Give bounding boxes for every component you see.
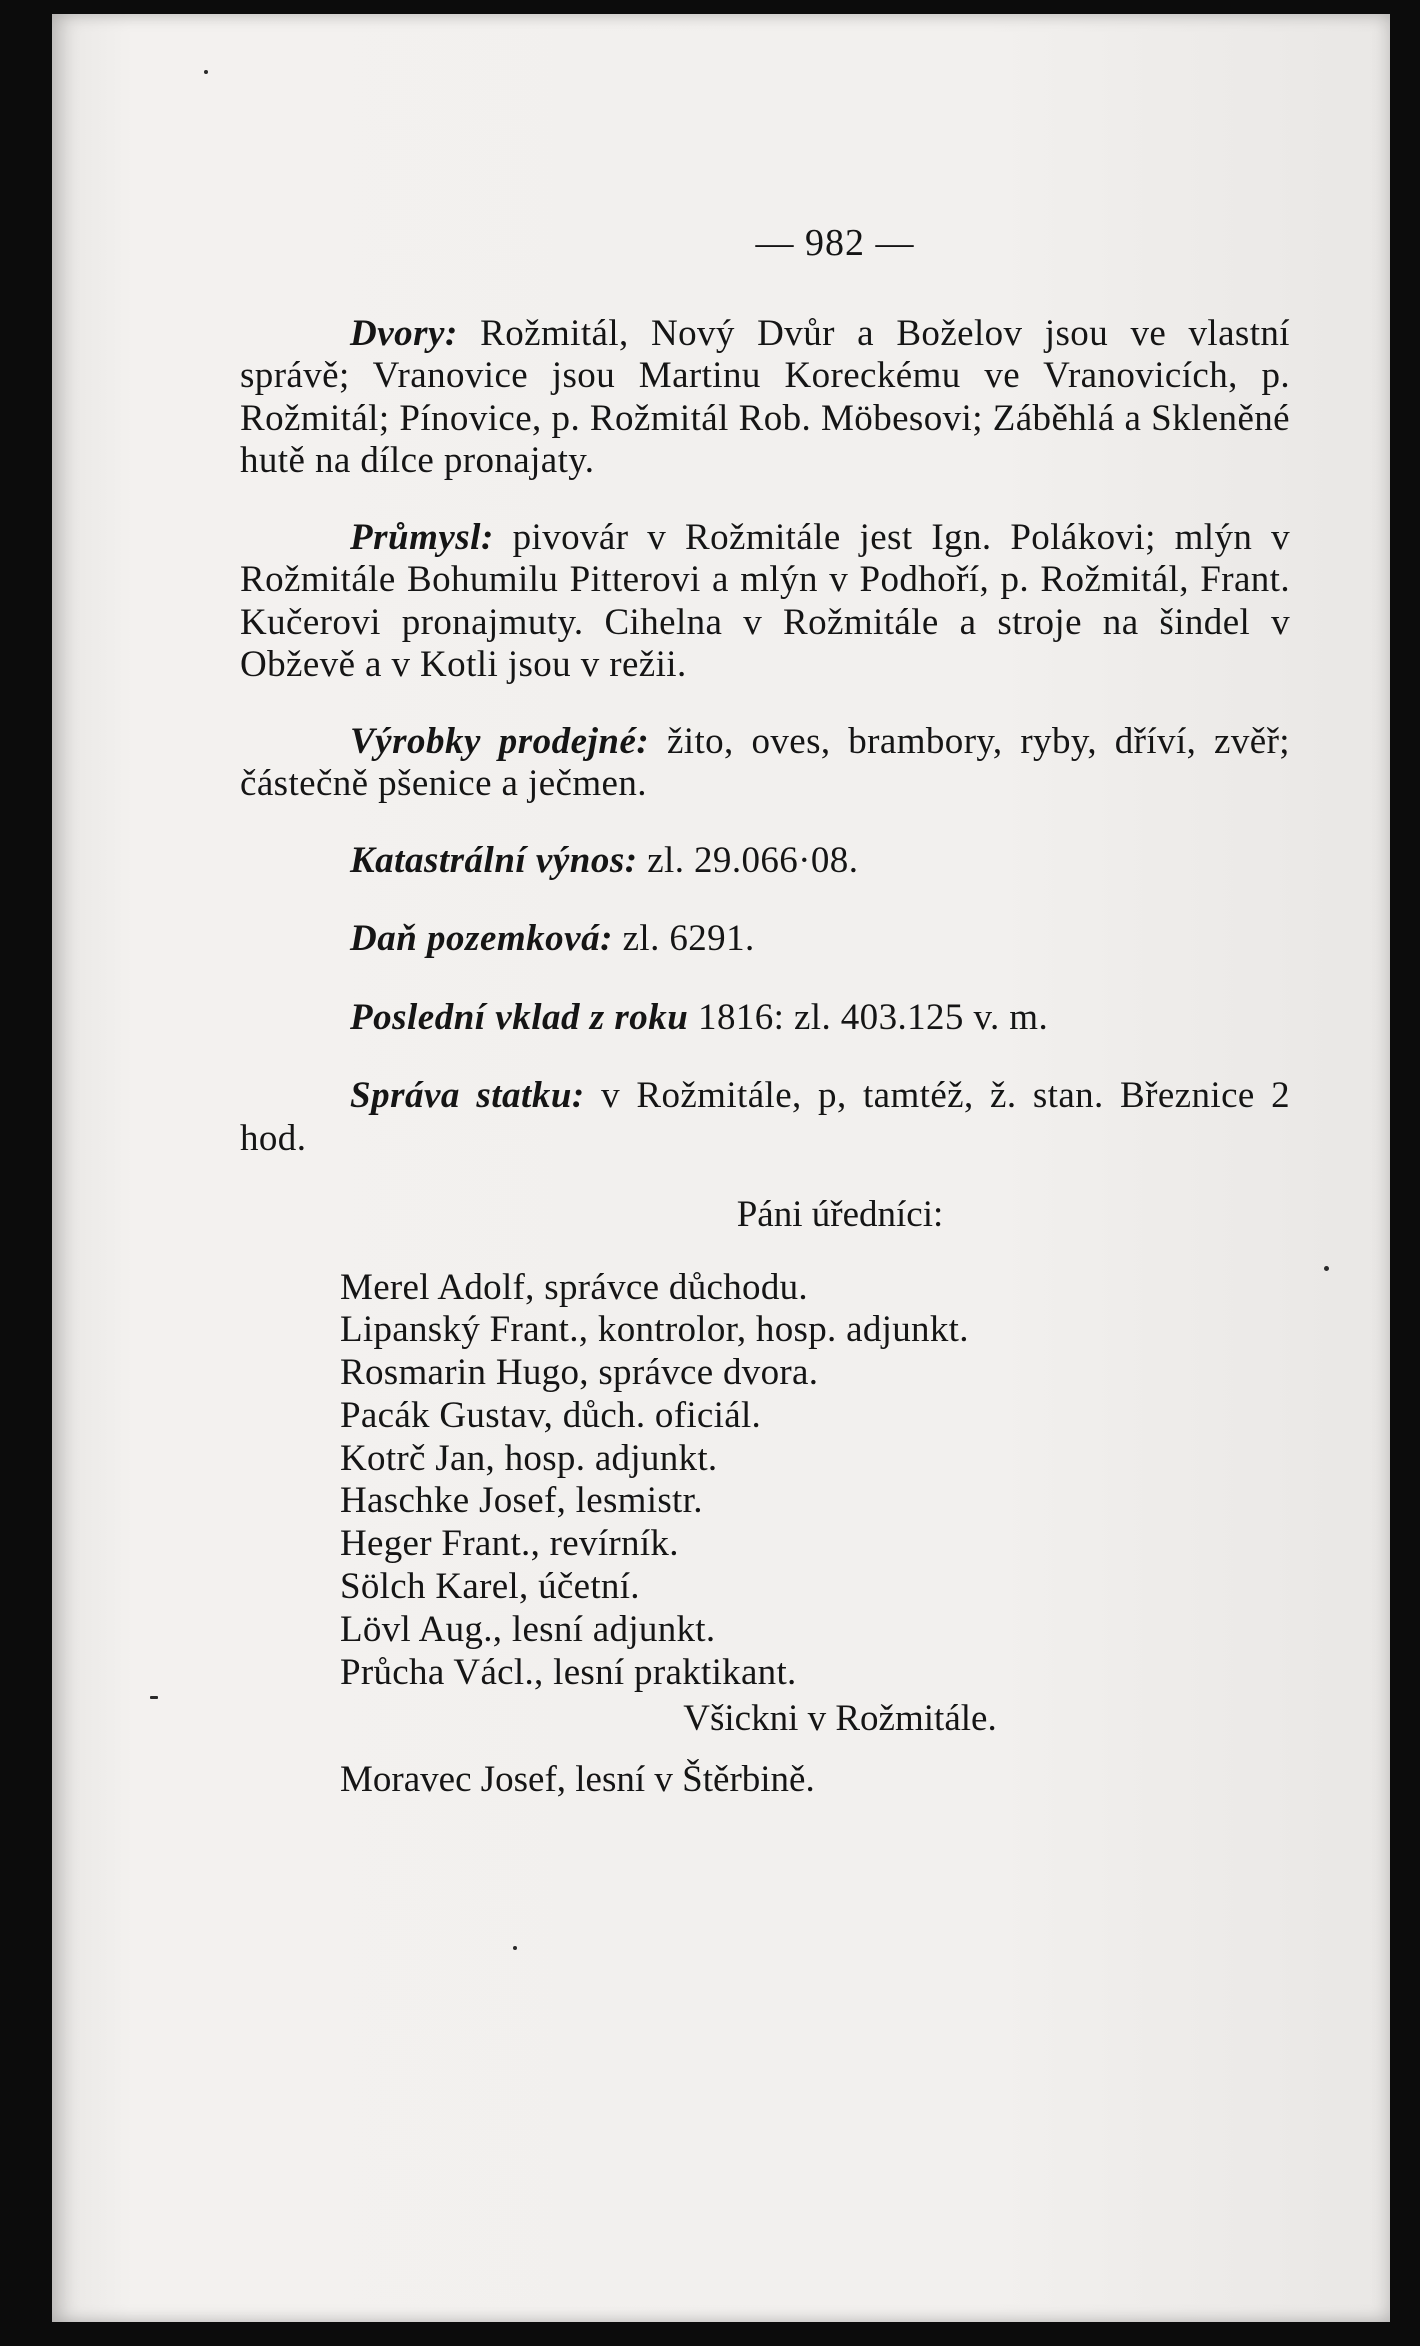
- official-entry: Průcha Václ., lesní praktikant.: [340, 1651, 797, 1693]
- paragraph-vyrobky: [240, 721, 1290, 806]
- final-entry: Moravec Josef, lesní v Štěrbině.: [340, 1758, 815, 1800]
- official-entry: Lipanský Frant., kontrolor, hosp. adjunkt.: [340, 1309, 969, 1351]
- location-note: Všickni v Rožmitále.: [683, 1698, 997, 1740]
- officials-heading: Páni úředníci:: [736, 1194, 944, 1235]
- official-entry: Pacák Gustav, důch. oficiál.: [340, 1394, 762, 1436]
- official-entry: Sölch Karel, účetní.: [340, 1566, 640, 1608]
- official-entry: Merel Adolf, správce důchodu.: [340, 1266, 808, 1308]
- label-prumysl: Průmysl:: [350, 516, 494, 558]
- label-katastralni-vynos: Katastrální výnos:: [350, 839, 638, 881]
- page-content: [240, 222, 1290, 1801]
- ink-speck: [1324, 1266, 1329, 1271]
- official-entry: Rosmarin Hugo, správce dvora.: [340, 1352, 819, 1394]
- line-posledni-vklad: [240, 997, 1290, 1040]
- official-entry: Heger Frant., revírník.: [340, 1523, 679, 1565]
- text-prumysl: pivovár v Rožmitále jest Ign. Polákovi; mlýn v Rožmitále Bohumilu Pitterovi a mlýn v Podhoří, p. Rožmitál, Frant. Kučerovi pronajmuty. Cihelna v Rožmitále a stroje na šindel v Obževě a v Kotli jsou v režii.: [240, 516, 1290, 685]
- text-dvory: Rožmitál, Nový Dvůr a Boželov jsou ve vlastní správě; Vranovice jsou Martinu Koreckému ve Vranovicích, p. Rožmitál; Pínovice, p. Rožmitál Rob. Möbesovi; Záběhlá a Skleněné hutě na dílce pronajaty.: [240, 312, 1290, 481]
- text-vyrobky: žito, oves, brambory, ryby, dříví, zvěř; částečně pšenice a ječmen.: [240, 720, 1290, 804]
- paragraph-sprava-statku: [240, 1075, 1290, 1160]
- value-katastralni-vynos: zl. 29.066·08.: [647, 839, 859, 881]
- official-entry: Haschke Josef, lesmistr.: [340, 1480, 703, 1522]
- official-entry: Lövl Aug., lesní adjunkt.: [340, 1608, 716, 1650]
- paragraph-prumysl: [240, 517, 1290, 687]
- page-number: — 982 —: [755, 222, 915, 264]
- official-entry: Kotrč Jan, hosp. adjunkt.: [340, 1437, 718, 1479]
- line-katastralni-vynos: [240, 840, 1290, 883]
- label-vyrobky: Výrobky prodejné:: [350, 720, 650, 762]
- value-posledni-vklad: 1816: zl. 403.125 v. m.: [698, 996, 1049, 1038]
- label-posledni-vklad: Poslední vklad z roku: [350, 996, 689, 1038]
- paragraph-dvory: [240, 313, 1290, 483]
- ink-speck: [204, 70, 208, 74]
- text-sprava-statku: v Rožmitále, p, tamtéž, ž. stan. Březnice 2 hod.: [240, 1075, 1290, 1159]
- ink-speck: [150, 1696, 158, 1699]
- label-sprava-statku: Správa statku:: [350, 1075, 585, 1116]
- label-dvory: Dvory:: [350, 312, 458, 354]
- officials-list: [240, 1267, 1290, 1695]
- line-dan-pozemkova: [240, 918, 1290, 961]
- ink-speck: [513, 1946, 517, 1950]
- value-dan-pozemkova: zl. 6291.: [622, 918, 755, 959]
- label-dan-pozemkova: Daň pozemková:: [350, 918, 613, 959]
